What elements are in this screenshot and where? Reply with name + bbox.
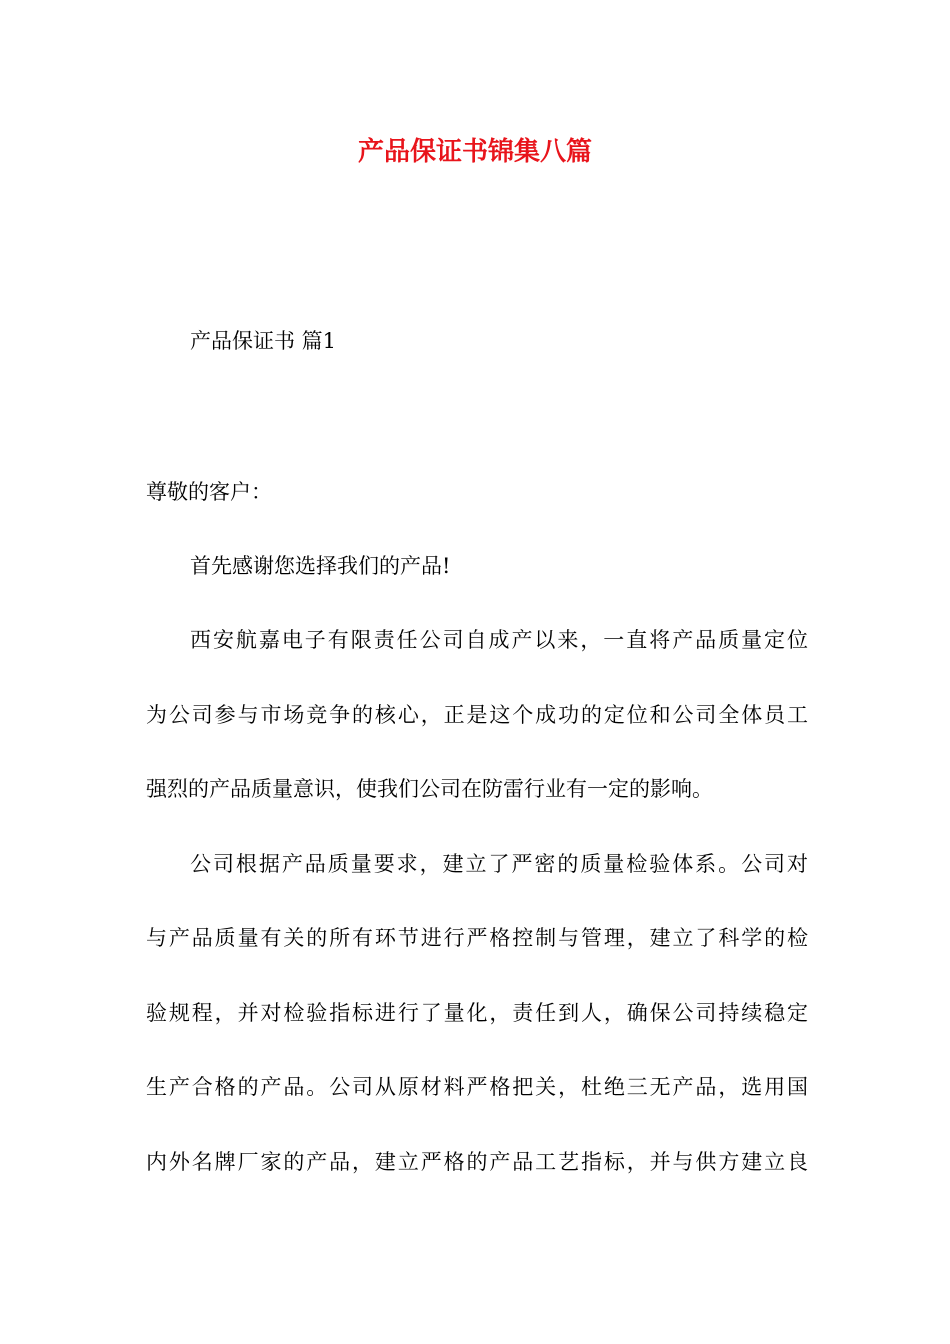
page-title: 产品保证书锦集八篇: [357, 137, 592, 167]
section-heading: 产品保证书 篇1: [190, 329, 337, 353]
paragraph-line: 与产品质量有关的所有环节进行严格控制与管理，建立了科学的检: [146, 926, 808, 950]
paragraph-line: 生产合格的产品。公司从原材料严格把关，杜绝三无产品，选用国: [146, 1075, 808, 1099]
paragraph-line: 首先感谢您选择我们的产品!: [190, 554, 451, 578]
salutation: 尊敬的客户：: [146, 480, 272, 504]
paragraph-line: 为公司参与市场竞争的核心，正是这个成功的定位和公司全体员工: [146, 703, 808, 727]
paragraph-line: 公司根据产品质量要求，建立了严密的质量检验体系。公司对: [190, 852, 808, 876]
paragraph-line: 西安航嘉电子有限责任公司自成产以来，一直将产品质量定位: [190, 628, 808, 652]
paragraph-line: 内外名牌厂家的产品，建立严格的产品工艺指标，并与供方建立良: [146, 1150, 808, 1174]
paragraph-line: 验规程，并对检验指标进行了量化，责任到人，确保公司持续稳定: [146, 1001, 808, 1025]
paragraph-line: 强烈的产品质量意识，使我们公司在防雷行业有一定的影响。: [146, 777, 713, 801]
